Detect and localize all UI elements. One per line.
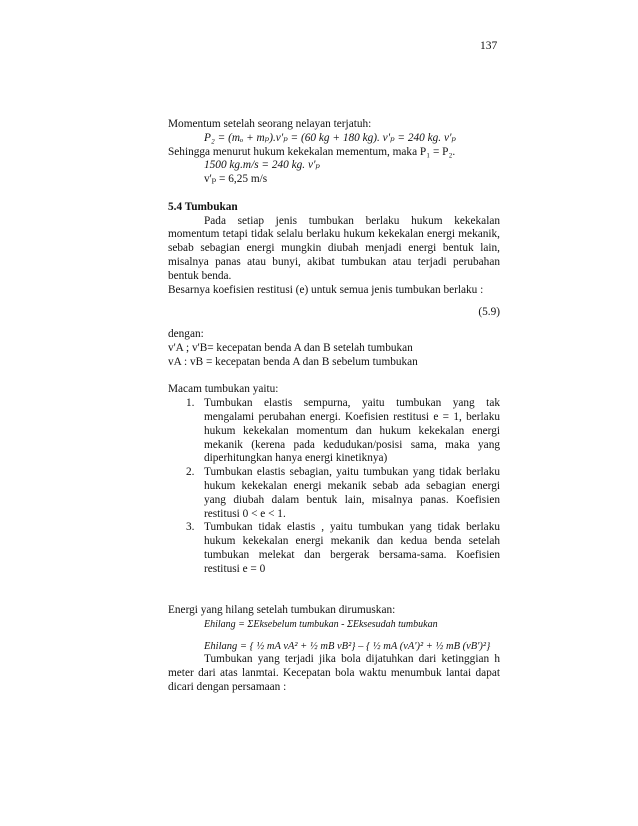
page-body [168, 118, 500, 695]
definition-before: vA : vB = kecepatan benda A dan B sebelum tumbukan [168, 355, 418, 368]
final-paragraph-text: Tumbukan yang terjadi jika bola dijatuhkan dari ketinggian h meter dari atas lanmtai. Kecepatan bola waktu menumbuk lantai dapat dicari dengan persamaan : [168, 653, 500, 694]
types-intro: Macam tumbukan yaitu: [168, 383, 279, 396]
equation-number: (5.9) [478, 306, 500, 319]
list-item-number: 1. [186, 397, 195, 410]
list-item [168, 521, 500, 576]
energy-equation-1: Ehilang = ΣEksebelum tumbukan - ΣEksesudah tumbukan [204, 618, 438, 630]
list-item [168, 466, 500, 521]
list-item-text: Tumbukan elastis sempurna, yaitu tumbukan yang tak mengalami perubahan energi. Koefisien restitusi e = 1, berlaku hukum kekekalan momentum dan hukum kekekalan energi mekanik (kerena pada kedudukan/posisi sama, maka yang diperhitungkan hanya energi kinetiknya) [204, 397, 500, 465]
section-paragraph [168, 215, 500, 284]
momentum-intro: Momentum setelah seorang nelayan terjatuh: [168, 118, 372, 130]
list-item-text: Tumbukan tidak elastis , yaitu tumbukan yang tidak berlaku hukum kekekalan energi mekanik dan kedua benda setelah tumbukan melekat dan bergerak bersama-sama. Koefisien restitusi e = 0 [204, 521, 500, 575]
momentum-equation-1: P₂ = (mₒ + mₚ).v'ₚ = (60 kg + 180 kg). v'ₚ = 240 kg. v'ₚ [204, 131, 456, 144]
list-item-text: Tumbukan elastis sebagian, yaitu tumbukan yang tidak berlaku hukum kekekalan energi mekanik sebab ada sebagian energi yang diubah dalam bentuk lain, misalnya panas. Koefisien restitusi 0 < e < 1. [204, 466, 500, 520]
energy-equation-2: Ehilang = { ½ mA vA² + ½ mB vB²} – { ½ mA (vA')² + ½ mB (vB')²} [204, 640, 491, 652]
section-heading: 5.4 Tumbukan [168, 200, 238, 213]
restitution-text: Besarnya koefisien restitusi (e) untuk semua jenis tumbukan berlaku : [168, 283, 484, 296]
momentum-result: v'ₚ = 6,25 m/s [204, 173, 268, 186]
page-number: 137 [480, 40, 498, 52]
final-paragraph [168, 653, 500, 694]
where-label: dengan: [168, 328, 204, 341]
section-paragraph-text: Pada setiap jenis tumbukan berlaku hukum kekekalan momentum tetapi tidak selalu berlaku hukum kekekalan energi mekanik, sebab sebagian energi mungkin diubah menjadi energi bentuk lain, misalnya panas atau bunyi, akibat tumbukan atau terjadi perubahan bentuk benda. [168, 214, 500, 282]
momentum-equation-2: 1500 kg.m/s = 240 kg. v'ₚ [204, 159, 320, 172]
list-item-number: 2. [186, 466, 195, 479]
collision-types-list [168, 397, 500, 576]
definition-after: v'A ; v'B= kecepatan benda A dan B setelah tumbukan [168, 341, 413, 354]
energy-intro: Energi yang hilang setelah tumbukan dirumuskan: [168, 604, 396, 617]
conservation-text: Sehingga menurut hukum kekekalan mementum, maka P₁ = P₂. [168, 145, 456, 158]
list-item-number: 3. [186, 521, 195, 534]
list-item [168, 397, 500, 466]
